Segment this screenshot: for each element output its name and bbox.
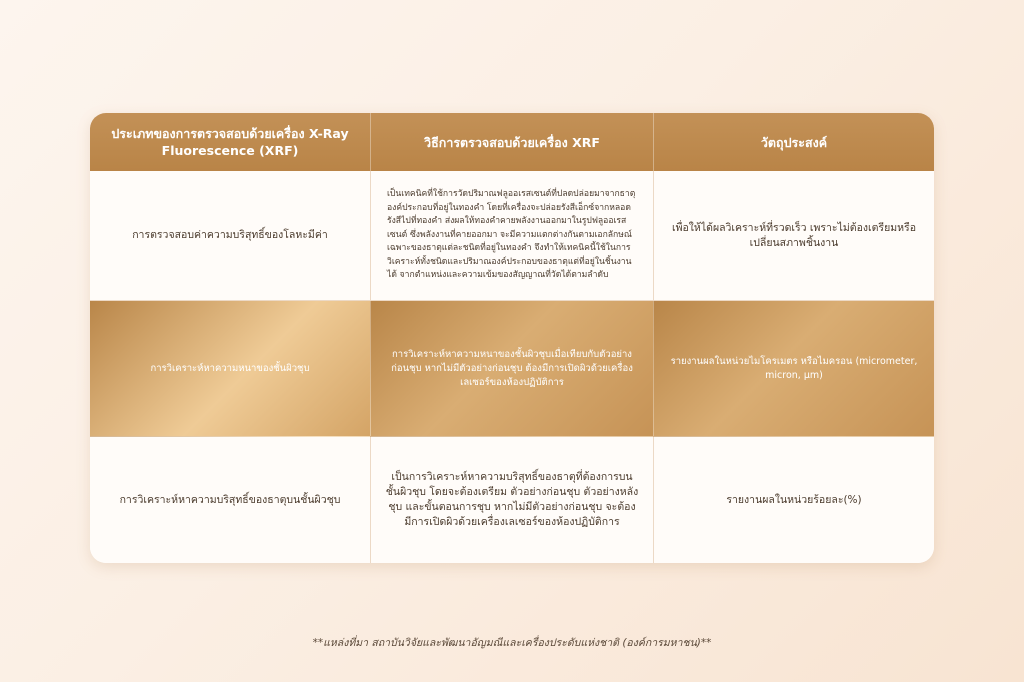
- row1-method: เป็นเทคนิคที่ใช้การวัดปริมาณฟลูออเรสเซนต์ที่ปลดปล่อยมาจากธาตุองค์ประกอบที่อยู่ในทองคำ โดยที่เครื่องจะปล่อยรังสีเอ็กซ์จากหลอดรังสีไปที่ทองคำ ส่งผลให้ทองคำคายพลังงานออกมาในรูปฟลูออเรสเซนต์ ซึ่งพลังงานที่คายออกมา จะมีความแตกต่างกันตามเอกลักษณ์เฉพาะของธาตุแต่ละชนิดที่อยู่ในทองคำ จึงทำให้เทคนิคนี้ใช้ในการวิเคราะห์ทั้งชนิดและปริมาณองค์ประกอบของธาตุแต่ที่อยู่ในชิ้นงานได้ จากตำแหน่งและความเข้มของสัญญาณที่วัดได้ตามลำดับ: [371, 171, 654, 301]
- header-method: วิธีการตรวจสอบด้วยเครื่อง XRF: [371, 113, 654, 171]
- source-note: **แหล่งที่มา สถาบันวิจัยและพัฒนาอัญมณีและเครื่องประดับแห่งชาติ (องค์การมหาชน)**: [312, 637, 712, 649]
- row1-type: การตรวจสอบค่าความบริสุทธิ์ของโลหะมีค่า: [90, 171, 371, 301]
- row2-type: การวิเคราะห์หาความหนาของชั้นผิวชุบ: [90, 301, 371, 437]
- header-purpose: วัตถุประสงค์: [654, 113, 934, 171]
- header-type: ประเภทของการตรวจสอบด้วยเครื่อง X-Ray Fluorescence (XRF): [90, 113, 371, 171]
- xrf-inspection-table: [90, 113, 934, 563]
- row2-purpose: รายงานผลในหน่วยไมโครเมตร หรือไมครอน (micrometer, micron, µm): [654, 301, 934, 437]
- row2-method: การวิเคราะห์หาความหนาของชั้นผิวชุบเมื่อเทียบกับตัวอย่างก่อนชุบ หากไม่มีตัวอย่างก่อนชุบ ต้องมีการเปิดผิวด้วยเครื่องเลเซอร์ของห้องปฏิบัติการ: [371, 301, 654, 437]
- row3-method: เป็นการวิเคราะห์หาความบริสุทธิ์ของธาตุที่ต้องการบนชั้นผิวชุบ โดยจะต้องเตรียม ตัวอย่างก่อนชุบ ตัวอย่างหลังชุบ และขั้นตอนการชุบ หากไม่มีตัวอย่างก่อนชุบ จะต้องมีการเปิดผิวด้วยเครื่องเลเซอร์ของห้องปฏิบัติการ: [371, 437, 654, 563]
- row3-type: การวิเคราะห์หาความบริสุทธิ์ของธาตุบนชั้นผิวชุบ: [90, 437, 371, 563]
- row3-purpose: รายงานผลในหน่วยร้อยละ(%): [654, 437, 934, 563]
- row1-purpose: เพื่อให้ได้ผลวิเคราะห์ที่รวดเร็ว เพราะไม่ต้องเตรียมหรือเปลี่ยนสภาพชิ้นงาน: [654, 171, 934, 301]
